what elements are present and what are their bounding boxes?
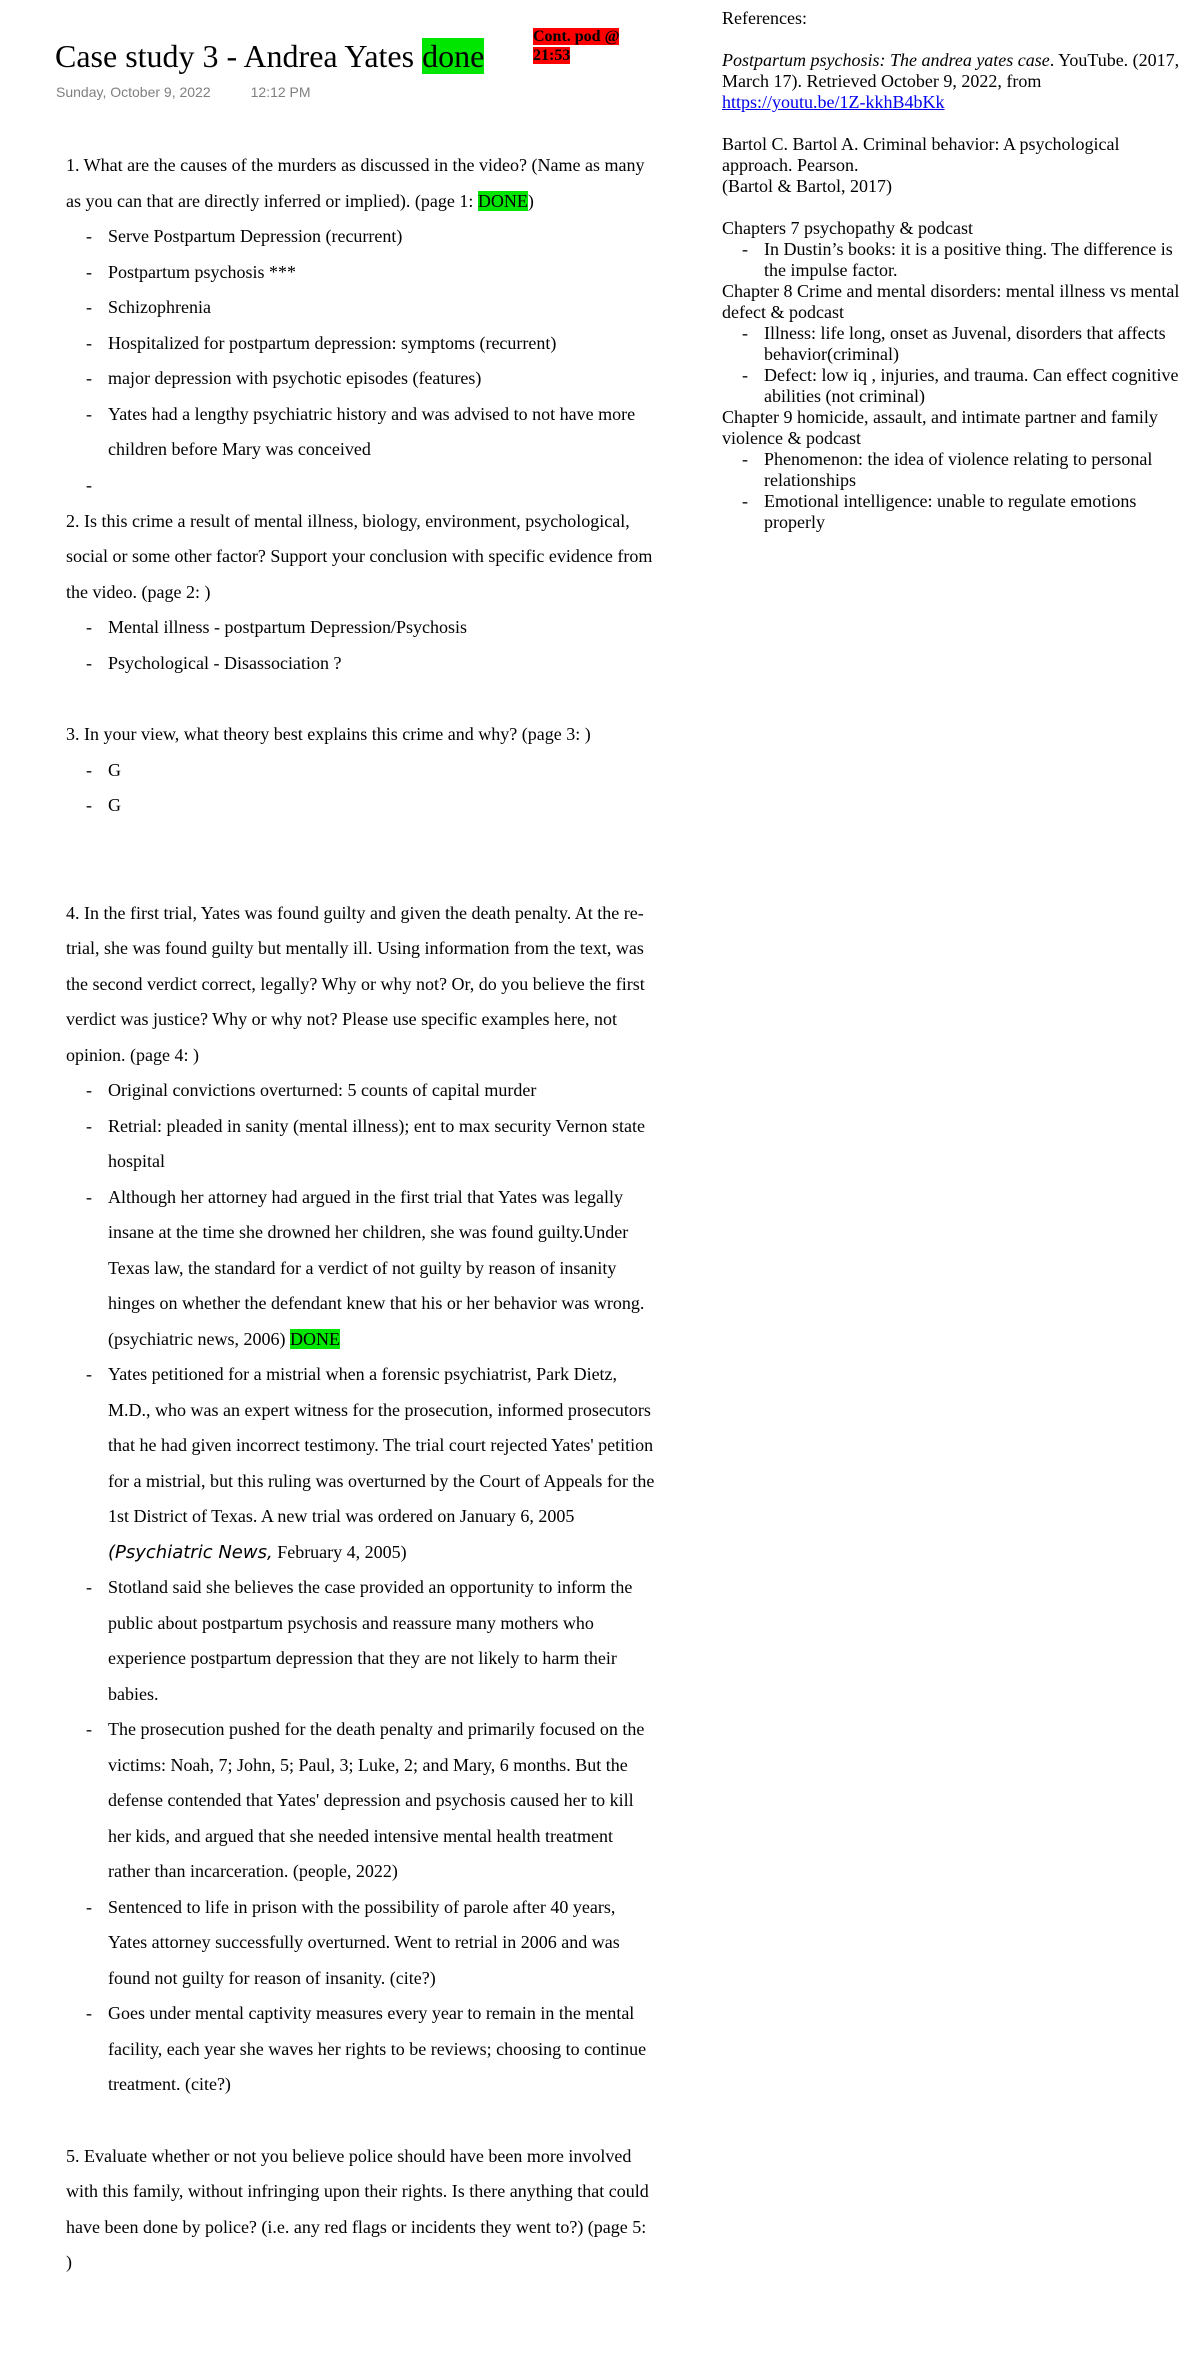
- list-item: - In Dustin’s books: it is a positive thing. The difference is the impulse factor.: [722, 239, 1192, 281]
- spacer: [66, 468, 656, 504]
- list-item: - Schizophrenia: [66, 290, 656, 326]
- spacer: [722, 113, 1192, 134]
- list-item: - Retrial: pleaded in sanity (mental illness); ent to max security Vernon state hospital: [66, 1109, 656, 1180]
- list-item: [66, 1180, 656, 1358]
- page-title-row: [55, 38, 484, 82]
- done-highlight: done: [422, 38, 485, 74]
- chapter-7-heading: Chapters 7 psychopathy & podcast: [722, 218, 973, 238]
- list-item: - Postpartum psychosis ***: [66, 255, 656, 291]
- reference-2: [722, 134, 1192, 197]
- chapter-8-heading: Chapter 8 Crime and mental disorders: mental illness vs mental defect & podcast: [722, 281, 1180, 322]
- reference-2-intext: (Bartol & Bartol, 2017): [722, 176, 892, 196]
- list-item: - G: [66, 753, 656, 789]
- question-1: [66, 148, 656, 219]
- spacer: [66, 681, 656, 717]
- list-item: - major depression with psychotic episodes (features): [66, 361, 656, 397]
- page-title[interactable]: [55, 38, 484, 74]
- list-item: - Emotional intelligence: unable to regulate emotions properly: [722, 491, 1192, 533]
- references-panel[interactable]: [722, 8, 1192, 533]
- reference-2-citation: Bartol C. Bartol A. Criminal behavior: A psychological approach. Pearson.: [722, 134, 1120, 175]
- question-4-list: [66, 1073, 656, 2103]
- continue-podcast-tag: [533, 27, 643, 65]
- question-1-list: [66, 219, 656, 468]
- references-heading: References:: [722, 8, 807, 28]
- list-item: - Goes under mental captivity measures every year to remain in the mental facility, each year she waves her rights to be reviews; choosing to continue treatment. (cite?): [66, 1996, 656, 2103]
- spacer: [66, 824, 656, 896]
- citation-italic: (Psychiatric News,: [108, 1541, 273, 1563]
- list-item: - Stotland said she believes the case provided an opportunity to inform the public about postpartum psychosis and reassure many mothers who experience postpartum depression that they are not likely to harm their babies.: [66, 1570, 656, 1712]
- list-item-text: Although her attorney had argued in the first trial that Yates was legally insane at the time she drowned her children, she was found guilty.Under Texas law, the standard for a verdict of not guilty by reason of insanity hinges on whether the defendant knew that his or her behavior was wrong. (psychiatric news, 2006): [108, 1186, 645, 1349]
- page-title-text: Case study 3 - Andrea Yates: [55, 38, 423, 74]
- spacer: [66, 2103, 656, 2139]
- list-item-text: Yates petitioned for a mistrial when a forensic psychiatrist, Park Dietz, M.D., who was an expert witness for the prosecution, informed prosecutors that he had given incorrect testimony. The trial court rejected Yates' petition for a mistrial, but this ruling was overturned by the Court of Appeals for the 1st District of Texas. A new trial was ordered on January 6, 2005: [108, 1364, 655, 1526]
- chapter-7-list: [722, 239, 1192, 281]
- list-item: - Yates had a lengthy psychiatric history and was advised to not have more children before Mary was conceived: [66, 397, 656, 468]
- list-item: - Original convictions overturned: 5 counts of capital murder: [66, 1073, 656, 1109]
- note-body[interactable]: [66, 148, 656, 2281]
- reference-1-title: Postpartum psychosis: The andrea yates case: [722, 50, 1050, 70]
- chapter-9-list: [722, 449, 1192, 533]
- list-item: [66, 1357, 656, 1570]
- page-timestamp: [56, 84, 311, 100]
- question-1-done-highlight: DONE: [477, 190, 528, 211]
- page-time: 12:12 PM: [250, 84, 311, 100]
- spacer: [722, 29, 1192, 50]
- list-item: - Mental illness - postpartum Depression/Psychosis: [66, 610, 656, 646]
- list-item: - Illness: life long, onset as Juvenal, disorders that affects behavior(criminal): [722, 323, 1192, 365]
- question-5: 5. Evaluate whether or not you believe police should have been more involved with this family, without infringing upon their rights. Is there anything that could have been done by police? (i.e. any red flags or incidents they went to?) (page 5: ): [66, 2145, 649, 2272]
- question-3: 3. In your view, what theory best explains this crime and why? (page 3: ): [66, 724, 591, 744]
- question-2: 2. Is this crime a result of mental illness, biology, environment, psychological, social or some other factor? Support your conclusion with specific evidence from the video. (page 2: ): [66, 510, 653, 602]
- list-item: - Defect: low iq , injuries, and trauma. Can effect cognitive abilities (not criminal): [722, 365, 1192, 407]
- list-item: - Sentenced to life in prison with the possibility of parole after 40 years, Yates attorney successfully overturned. Went to retrial in 2006 and was found not guilty for reason of insanity. (cite?): [66, 1890, 656, 1997]
- question-4: 4. In the first trial, Yates was found guilty and given the death penalty. At the re-trial, she was found guilty but mentally ill. Using information from the text, was the second verdict correct, legally? Why or why not? Or, do you believe the first verdict was justice? Why or why not? Please use specific examples here, not opinion. (page 4: ): [66, 902, 645, 1065]
- chapter-8-list: [722, 323, 1192, 407]
- continue-podcast-tag-text: Cont. pod @ 21:53: [533, 28, 620, 64]
- list-item: - Psychological - Disassociation ?: [66, 646, 656, 682]
- reference-1-link[interactable]: https://youtu.be/1Z-kkhB4bKk: [722, 92, 945, 112]
- list-item: - G: [66, 788, 656, 824]
- question-1-close-paren: ): [527, 190, 534, 211]
- question-2-list: [66, 610, 656, 681]
- question-1-text: 1. What are the causes of the murders as discussed in the video? (Name as many as you can that are directly inferred or implied). (page 1:: [66, 155, 645, 211]
- question-3-list: [66, 753, 656, 824]
- chapter-9-heading: Chapter 9 homicide, assault, and intimate partner and family violence & podcast: [722, 407, 1158, 448]
- list-item: - Phenomenon: the idea of violence relating to personal relationships: [722, 449, 1192, 491]
- reference-1: [722, 50, 1192, 113]
- page-date: Sunday, October 9, 2022: [56, 84, 211, 100]
- spacer: [722, 197, 1192, 218]
- done-highlight: DONE: [289, 1328, 340, 1349]
- list-item: - The prosecution pushed for the death penalty and primarily focused on the victims: Noah, 7; John, 5; Paul, 3; Luke, 2; and Mary, 6 months. But the defense contended that Yates' depression and psychosis caused her to kill her kids, and argued that she needed intensive mental health treatment rather than incarceration. (people, 2022): [66, 1712, 656, 1890]
- reference-1-details: . YouTube. (2017, March 17). Retrieved October 9, 2022, from: [722, 50, 1180, 91]
- list-item: - Serve Postpartum Depression (recurrent): [66, 219, 656, 255]
- list-item-text-end: February 4, 2005): [272, 1541, 407, 1562]
- list-item: - Hospitalized for postpartum depression: symptoms (recurrent): [66, 326, 656, 362]
